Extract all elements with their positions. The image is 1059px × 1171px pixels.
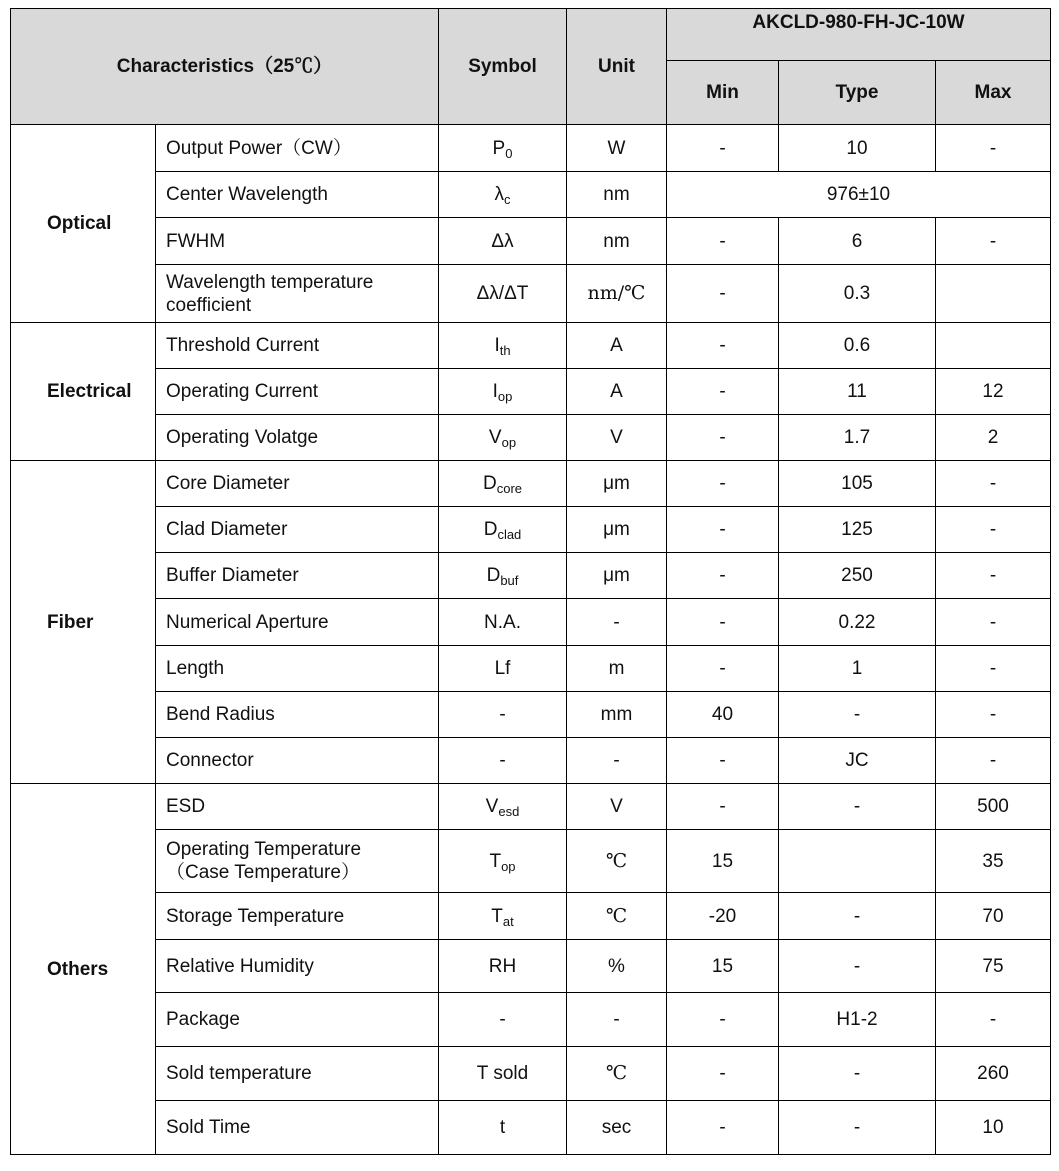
- min-cell: -: [667, 125, 779, 172]
- type-cell: -: [779, 692, 936, 738]
- symbol-cell: [439, 692, 567, 738]
- type-cell: 1.7: [779, 415, 936, 461]
- header-model: AKCLD-980-FH-JC-10W: [667, 9, 1051, 61]
- group-others: Others: [11, 784, 156, 1155]
- item-name: [156, 125, 439, 172]
- min-cell: 15: [667, 830, 779, 893]
- item-label: Center Wavelength: [166, 184, 328, 205]
- table-row: [11, 940, 1051, 993]
- unit-cell: μm: [567, 553, 667, 599]
- item-name: [156, 893, 439, 940]
- max-cell: -: [936, 218, 1051, 265]
- item-name: [156, 323, 439, 369]
- unit-cell: V: [567, 784, 667, 830]
- table-row: [11, 784, 1051, 830]
- max-cell: 12: [936, 369, 1051, 415]
- unit-cell: -: [567, 738, 667, 784]
- max-cell: 260: [936, 1047, 1051, 1101]
- item-label: Clad Diameter: [166, 519, 288, 540]
- symbol-main: D: [486, 565, 501, 586]
- unit-cell: V: [567, 415, 667, 461]
- min-cell: -: [667, 993, 779, 1047]
- item-label: Operating Temperature: [166, 839, 362, 860]
- symbol-subscript: c: [504, 192, 511, 207]
- item-name: [156, 830, 439, 893]
- item-label: Sold temperature: [166, 1063, 312, 1084]
- type-cell: JC: [779, 738, 936, 784]
- max-cell: 75: [936, 940, 1051, 993]
- table-row: [11, 738, 1051, 784]
- table-row: [11, 646, 1051, 692]
- type-cell: 10: [779, 125, 936, 172]
- symbol-cell: [439, 415, 567, 461]
- symbol-main: V: [488, 427, 502, 448]
- item-name: [156, 993, 439, 1047]
- symbol-cell: [439, 1101, 567, 1155]
- max-cell: [936, 265, 1051, 323]
- item-name: [156, 940, 439, 993]
- min-cell: -: [667, 599, 779, 646]
- type-cell: 11: [779, 369, 936, 415]
- type-cell: 105: [779, 461, 936, 507]
- group-optical: Optical: [11, 125, 156, 323]
- item-name: [156, 461, 439, 507]
- symbol-subscript: op: [497, 389, 513, 404]
- table-row: [11, 125, 1051, 172]
- symbol-cell: [439, 218, 567, 265]
- group-fiber: Fiber: [11, 461, 156, 784]
- symbol-subscript: 0: [505, 145, 513, 161]
- unit-cell: nm: [567, 172, 667, 218]
- unit-cell: mm: [567, 692, 667, 738]
- item-label: Buffer Diameter: [166, 565, 299, 586]
- type-cell: 1: [779, 646, 936, 692]
- type-cell: 125: [779, 507, 936, 553]
- symbol-cell: [439, 738, 567, 784]
- symbol-main: RH: [488, 955, 517, 977]
- table-row: [11, 461, 1051, 507]
- symbol-main: Δλ: [491, 230, 514, 252]
- symbol-subscript: at: [502, 913, 514, 929]
- max-cell: 500: [936, 784, 1051, 830]
- header-max: Max: [936, 61, 1051, 125]
- table-row: [11, 830, 1051, 893]
- symbol-cell: [439, 507, 567, 553]
- item-name: [156, 507, 439, 553]
- item-label: Length: [166, 658, 225, 679]
- table-row: [11, 1047, 1051, 1101]
- symbol-cell: [439, 940, 567, 993]
- group-electrical: Electrical: [11, 323, 156, 461]
- symbol-main: N.A.: [484, 611, 521, 633]
- unit-cell: A: [567, 323, 667, 369]
- max-cell: -: [936, 692, 1051, 738]
- symbol-main: T: [489, 850, 502, 872]
- header-unit: Unit: [567, 9, 667, 125]
- item-name: [156, 415, 439, 461]
- type-cell: 0.22: [779, 599, 936, 646]
- item-label: Core Diameter: [166, 473, 290, 494]
- unit-cell: nm/℃: [567, 265, 667, 323]
- max-cell: -: [936, 738, 1051, 784]
- unit-cell: ℃: [567, 830, 667, 893]
- table-row: [11, 692, 1051, 738]
- min-cell: -: [667, 553, 779, 599]
- table-row: [11, 323, 1051, 369]
- item-name: [156, 172, 439, 218]
- header-type: Type: [779, 61, 936, 125]
- item-label: Output Power（CW）: [166, 137, 352, 159]
- unit-cell: %: [567, 940, 667, 993]
- symbol-main: λ: [494, 184, 504, 205]
- item-name: [156, 599, 439, 646]
- table-row: [11, 172, 1051, 218]
- symbol-main: -: [499, 750, 506, 771]
- item-label: Connector: [166, 750, 254, 771]
- symbol-main: I: [494, 335, 500, 356]
- symbol-main: -: [499, 1009, 506, 1030]
- min-cell: -: [667, 415, 779, 461]
- min-cell: -: [667, 646, 779, 692]
- table-row: [11, 553, 1051, 599]
- symbol-subscript: buf: [500, 573, 519, 588]
- max-cell: -: [936, 125, 1051, 172]
- symbol-subscript: th: [499, 343, 511, 358]
- type-cell: H1-2: [779, 993, 936, 1047]
- symbol-main: -: [499, 704, 506, 725]
- symbol-cell: [439, 1047, 567, 1101]
- min-cell: -: [667, 265, 779, 323]
- item-note: （Case Temperature）: [166, 862, 360, 883]
- table-row: [11, 993, 1051, 1047]
- header-characteristics: Characteristics（25℃）: [11, 9, 439, 125]
- symbol-main: Lf: [494, 658, 511, 679]
- min-cell: -: [667, 369, 779, 415]
- table-row: [11, 507, 1051, 553]
- symbol-cell: [439, 893, 567, 940]
- unit-cell: -: [567, 599, 667, 646]
- max-cell: -: [936, 646, 1051, 692]
- unit-cell: W: [567, 125, 667, 172]
- min-cell: -: [667, 218, 779, 265]
- table-row: [11, 369, 1051, 415]
- min-cell: -: [667, 507, 779, 553]
- max-cell: -: [936, 993, 1051, 1047]
- item-label: Threshold Current: [166, 335, 320, 356]
- symbol-main: I: [492, 381, 498, 402]
- symbol-subscript: esd: [498, 804, 520, 819]
- min-cell: -: [667, 1101, 779, 1155]
- symbol-cell: [439, 599, 567, 646]
- symbol-cell: [439, 830, 567, 893]
- symbol-cell: [439, 461, 567, 507]
- min-cell: -20: [667, 893, 779, 940]
- unit-cell: μm: [567, 461, 667, 507]
- symbol-main: T sold: [476, 1063, 529, 1084]
- unit-cell: nm: [567, 218, 667, 265]
- type-cell: [779, 830, 936, 893]
- type-cell: 0.3: [779, 265, 936, 323]
- max-cell: -: [936, 599, 1051, 646]
- max-cell: 35: [936, 830, 1051, 893]
- item-name: [156, 218, 439, 265]
- item-name: [156, 553, 439, 599]
- symbol-main: D: [482, 473, 497, 494]
- symbol-main: V: [485, 796, 499, 817]
- max-cell: 2: [936, 415, 1051, 461]
- min-cell: -: [667, 461, 779, 507]
- item-label: Operating Volatge: [166, 427, 319, 448]
- item-label: FWHM: [166, 230, 226, 252]
- spec-table: [10, 8, 1051, 1155]
- item-label: Sold Time: [166, 1117, 251, 1138]
- unit-cell: -: [567, 993, 667, 1047]
- type-cell: -: [779, 1047, 936, 1101]
- max-cell: -: [936, 461, 1051, 507]
- table-row: [11, 265, 1051, 323]
- item-name: [156, 646, 439, 692]
- item-label: Numerical Aperture: [166, 611, 329, 633]
- item-name: [156, 692, 439, 738]
- max-cell: -: [936, 553, 1051, 599]
- symbol-subscript: op: [501, 858, 516, 874]
- symbol-subscript: core: [496, 481, 523, 496]
- max-cell: -: [936, 507, 1051, 553]
- header-symbol: Symbol: [439, 9, 567, 125]
- min-cell: -: [667, 784, 779, 830]
- max-cell: 10: [936, 1101, 1051, 1155]
- table-row: [11, 218, 1051, 265]
- item-label: Package: [166, 1009, 240, 1030]
- table-row: [11, 1101, 1051, 1155]
- item-name: [156, 1101, 439, 1155]
- symbol-cell: [439, 172, 567, 218]
- type-cell: -: [779, 893, 936, 940]
- item-label: Storage Temperature: [166, 905, 345, 927]
- unit-cell: A: [567, 369, 667, 415]
- unit-cell: ℃: [567, 1047, 667, 1101]
- unit-cell: μm: [567, 507, 667, 553]
- item-label: Relative Humidity: [166, 955, 314, 977]
- type-cell: 250: [779, 553, 936, 599]
- symbol-cell: [439, 784, 567, 830]
- symbol-main: Δλ/ΔT: [476, 283, 529, 304]
- min-cell: 15: [667, 940, 779, 993]
- type-cell: 6: [779, 218, 936, 265]
- symbol-cell: [439, 553, 567, 599]
- item-name: [156, 1047, 439, 1101]
- type-cell: -: [779, 940, 936, 993]
- symbol-cell: [439, 265, 567, 323]
- min-cell: 40: [667, 692, 779, 738]
- symbol-cell: [439, 369, 567, 415]
- item-label: Bend Radius: [166, 704, 275, 725]
- symbol-cell: [439, 125, 567, 172]
- symbol-main: D: [483, 519, 498, 540]
- type-cell: -: [779, 1101, 936, 1155]
- table-row: [11, 415, 1051, 461]
- symbol-cell: [439, 646, 567, 692]
- symbol-subscript: op: [501, 435, 517, 450]
- symbol-main: P: [492, 137, 506, 159]
- type-cell: -: [779, 784, 936, 830]
- item-label: Wavelength temperature coefficient: [166, 271, 374, 316]
- item-name: [156, 265, 439, 323]
- symbol-cell: [439, 323, 567, 369]
- symbol-main: t: [499, 1117, 506, 1138]
- table-row: [11, 599, 1051, 646]
- merged-value-cell: 976±10: [667, 172, 1051, 218]
- unit-cell: m: [567, 646, 667, 692]
- max-cell: [936, 323, 1051, 369]
- item-label: ESD: [166, 796, 206, 817]
- symbol-main: T: [491, 905, 503, 927]
- min-cell: -: [667, 738, 779, 784]
- item-name: [156, 369, 439, 415]
- table-row: [11, 893, 1051, 940]
- min-cell: -: [667, 323, 779, 369]
- header-min: Min: [667, 61, 779, 125]
- type-cell: 0.6: [779, 323, 936, 369]
- symbol-cell: [439, 993, 567, 1047]
- symbol-subscript: clad: [497, 527, 522, 542]
- item-name: [156, 784, 439, 830]
- min-cell: -: [667, 1047, 779, 1101]
- item-name: [156, 738, 439, 784]
- item-label: Operating Current: [166, 381, 319, 402]
- unit-cell: ℃: [567, 893, 667, 940]
- max-cell: 70: [936, 893, 1051, 940]
- unit-cell: sec: [567, 1101, 667, 1155]
